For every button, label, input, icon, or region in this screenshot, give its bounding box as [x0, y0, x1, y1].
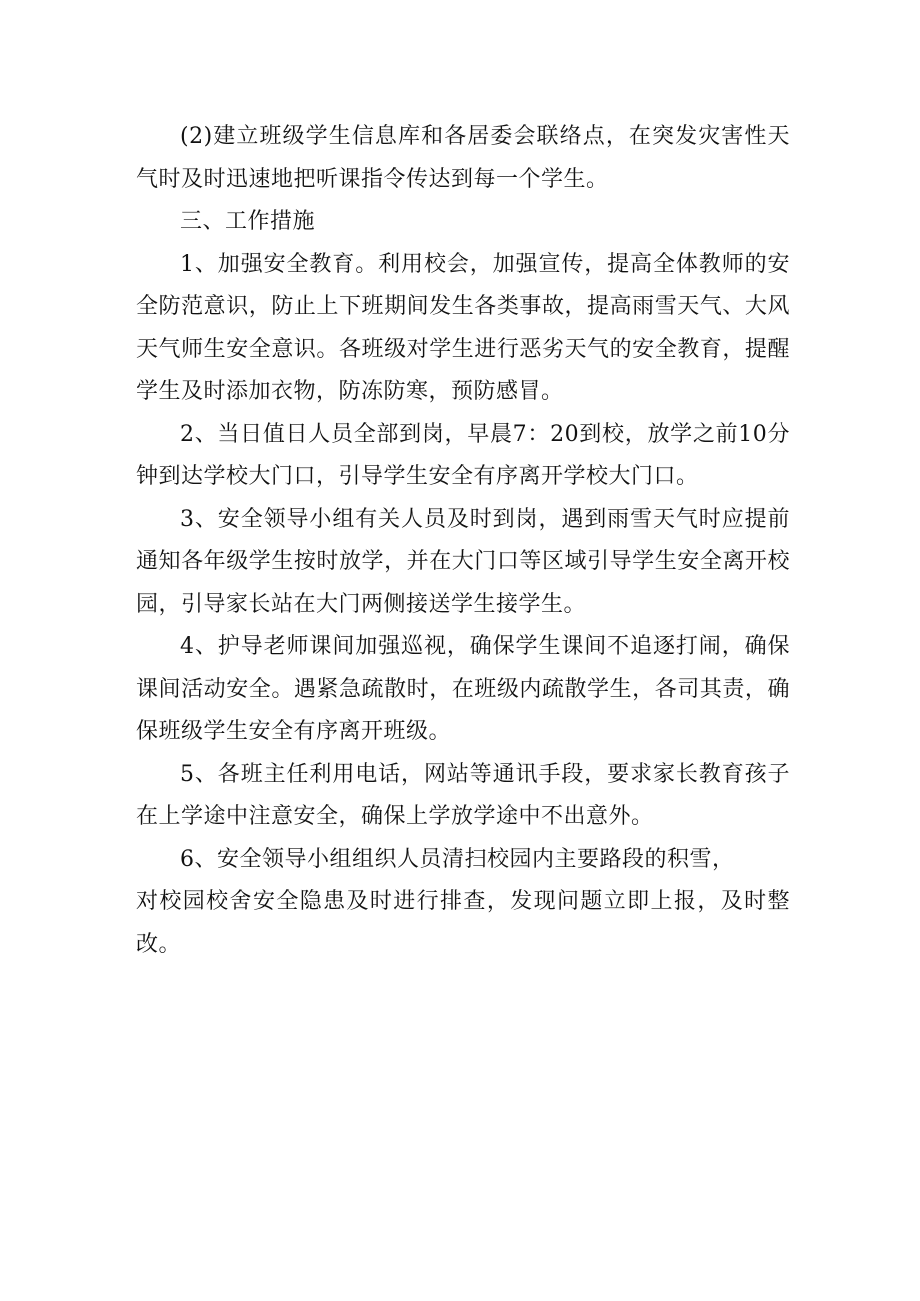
paragraph-info-database: (2)建立班级学生信息库和各居委会联络点，在突发灾害性天气时及时迅速地把听课指令传达到每一个学生。	[136, 124, 790, 192]
paragraph-measure-4: 4、护导老师课间加强巡视，确保学生课间不追逐打闹，确保课间活动安全。遇紧急疏散时，在班级内疏散学生，各司其责，确保班级学生安全有序离开班级。	[136, 634, 790, 744]
paragraph-measure-6: 6、安全领导小组组织人员清扫校园内主要路段的积雪，	[180, 846, 735, 872]
paragraph-measure-1: 1、加强安全教育。利用校会，加强宣传，提高全体教师的安全防范意识，防止上下班期间发生各类事故，提高雨雪天气、大风天气师生安全意识。各班级对学生进行恶劣天气的安全教育，提醒学生及时添加衣物，防冻防寒，预防感冒。	[136, 251, 790, 404]
paragraph-measure-6-continued: 对校园校舍安全隐患及时进行排查，发现问题立即上报，及时整改。	[136, 889, 790, 957]
section-heading-work-measures: 三、工作措施	[180, 209, 316, 234]
paragraph-measure-2: 2、当日值日人员全部到岗，早晨7：20到校，放学之前10分钟到达学校大门口，引导学生安全有序离开学校大门口。	[136, 421, 790, 489]
paragraph-measure-5: 5、各班主任利用电话，网站等通讯手段，要求家长教育孩子在上学途中注意安全，确保上学放学途中不出意外。	[136, 761, 790, 829]
document-body	[136, 116, 790, 966]
paragraph-measure-3: 3、安全领导小组有关人员及时到岗，遇到雨雪天气时应提前通知各年级学生按时放学，并在大门口等区域引导学生安全离开校园，引导家长站在大门两侧接送学生接学生。	[136, 506, 790, 617]
